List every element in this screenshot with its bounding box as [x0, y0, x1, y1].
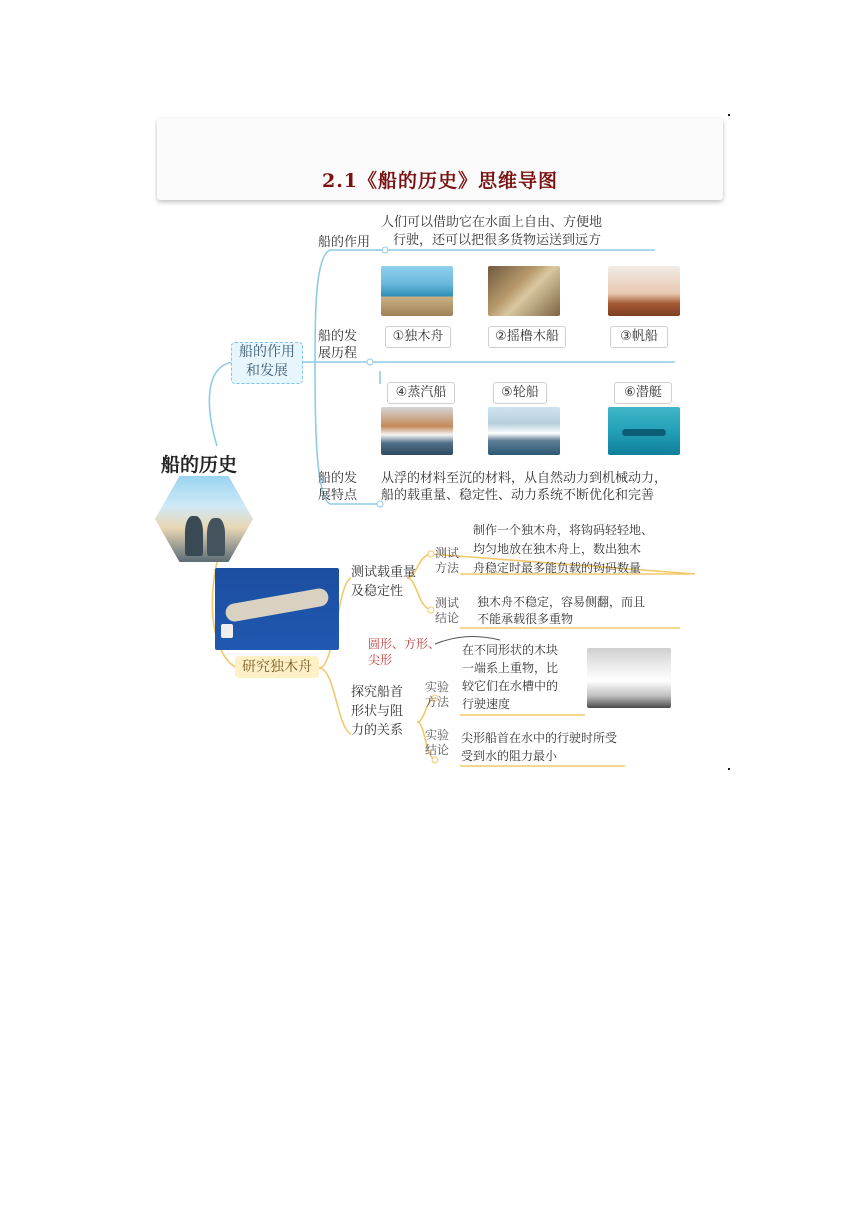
history-label: 展历程	[318, 346, 358, 361]
bow-label: 形状与阻	[351, 704, 404, 719]
test-method-text: 舟稳定时最多能负载的钩码数量	[473, 561, 642, 575]
mind-map	[155, 116, 730, 768]
stage-2-box: ②摇橹木船	[488, 326, 566, 348]
use-label: 船的作用	[318, 235, 371, 250]
test-conclusion-text: 独木舟不稳定，容易侧翻，而且	[477, 595, 646, 609]
canoe-model-shape	[224, 587, 330, 623]
features-label: 展特点	[318, 488, 358, 503]
water-tank-photo	[587, 648, 671, 708]
test-conclusion-label	[432, 596, 462, 626]
root-label: 船的历史	[161, 454, 238, 476]
bow-method-text: 较它们在水槽中的	[462, 679, 559, 693]
topic-label-line: 和发展	[246, 363, 288, 379]
steamboat-photo	[381, 407, 453, 455]
bow-conclusion-text: 受到水的阻力最小	[461, 749, 558, 763]
stage-3-box: ③帆船	[610, 326, 668, 348]
bow-conclusion-text: 尖形船首在水中的行驶时所受	[461, 731, 618, 745]
history-label: 船的发	[318, 329, 358, 344]
label-line: 结论	[424, 743, 449, 757]
oar-boat-photo	[488, 266, 560, 316]
ship-photo	[488, 407, 560, 455]
stage-5-box: ⑤轮船	[493, 382, 547, 404]
bow-method-text: 一端系上重物，比	[462, 661, 559, 675]
dugout-canoe-photo	[381, 266, 453, 316]
label-line: 结论	[434, 611, 459, 625]
page-title: 2.1《船的历史》思维导图	[321, 170, 559, 192]
stage-4-box: ④蒸汽船	[387, 382, 455, 404]
topic-use-and-development	[231, 342, 303, 384]
submarine-shape	[622, 429, 666, 436]
use-text-line: 人们可以借助它在水面上自由、方便地	[381, 215, 603, 230]
test-label: 测试载重量	[351, 565, 417, 580]
submarine-photo	[608, 407, 680, 455]
bow-method-text: 行驶速度	[462, 697, 511, 711]
topic-label-line: 船的作用	[239, 344, 295, 360]
features-text-line: 船的载重量、稳定性、动力系统不断优化和完善	[381, 488, 655, 503]
features-label: 船的发	[318, 471, 358, 486]
label-line: 测试	[434, 546, 459, 560]
label-line: 实验	[424, 680, 449, 694]
sailboat-photo	[608, 266, 680, 316]
boat-shape	[207, 518, 225, 556]
label-line: 实验	[424, 728, 449, 742]
bow-label: 力的关系	[351, 723, 404, 738]
stage-1-box: ①独木舟	[385, 326, 451, 348]
bow-label: 探究船首	[351, 685, 404, 700]
weight-shape	[221, 624, 233, 638]
test-method-label	[432, 546, 462, 576]
test-method-text: 均匀地放在独木舟上，数出独木	[473, 542, 642, 556]
bow-method-label	[422, 680, 452, 710]
use-text-line: 行驶，还可以把很多货物运送到远方	[393, 233, 602, 248]
test-label: 及稳定性	[351, 584, 404, 599]
bow-conclusion-label	[422, 728, 452, 758]
label-line: 测试	[434, 596, 459, 610]
handwritten-note: 圆形、方形、	[368, 637, 441, 651]
label-line: 方法	[424, 695, 449, 709]
dugout-model-photo	[215, 568, 339, 650]
handwritten-note: 尖形	[368, 653, 393, 667]
label-line: 方法	[434, 561, 459, 575]
topic-study-dugout: 研究独木舟	[235, 656, 319, 678]
stage-6-box: ⑥潜艇	[614, 382, 672, 404]
test-method-text: 制作一个独木舟，将钩码轻轻地、	[473, 523, 654, 537]
test-conclusion-text: 不能承载很多重物	[477, 612, 574, 626]
features-text-line: 从浮的材料至沉的材料，从自然动力到机械动力，	[381, 471, 668, 486]
bow-method-text: 在不同形状的木块	[462, 643, 559, 657]
boat-shape	[185, 516, 203, 556]
